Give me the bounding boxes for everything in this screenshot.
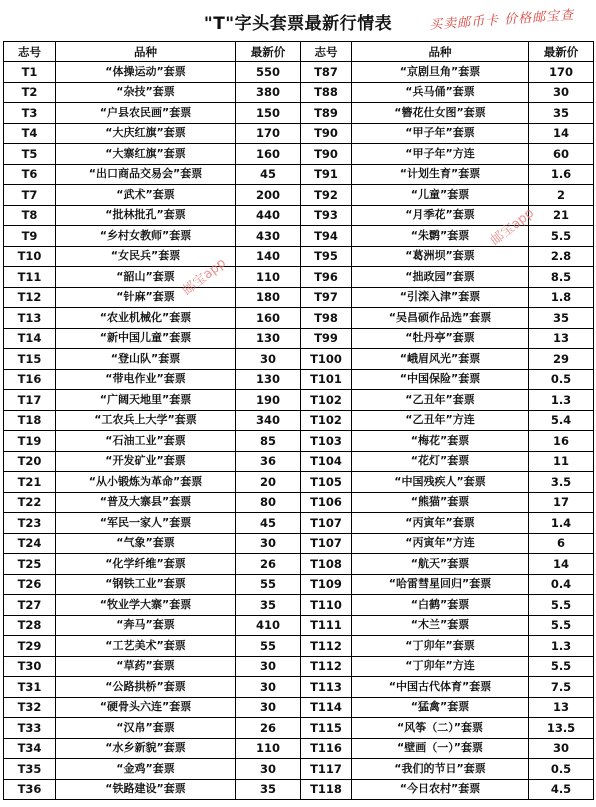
stamp-no-left: T5 xyxy=(4,144,56,165)
stamp-name-right: “儿童”套票 xyxy=(352,185,529,206)
stamp-price-right: 13 xyxy=(529,697,594,718)
stamp-price-left: 30 xyxy=(236,349,301,370)
stamp-price-left: 440 xyxy=(236,205,301,226)
table-row xyxy=(4,718,594,739)
table-row xyxy=(4,533,594,554)
table-row xyxy=(4,369,594,390)
stamp-name-left: “化学纤维”套票 xyxy=(56,554,236,575)
stamp-name-left: “硬骨头六连”套票 xyxy=(56,697,236,718)
stamp-price-left: 45 xyxy=(236,513,301,534)
table-row xyxy=(4,103,594,124)
stamp-no-right: T101 xyxy=(301,369,352,390)
stamp-price-right: 30 xyxy=(529,82,594,103)
stamp-no-right: T90 xyxy=(301,123,352,144)
stamp-no-right: T102 xyxy=(301,410,352,431)
stamp-price-left: 45 xyxy=(236,164,301,185)
stamp-name-left: “从小锻炼为革命”套票 xyxy=(56,472,236,493)
stamp-price-right: 5.5 xyxy=(529,595,594,616)
stamp-no-left: T22 xyxy=(4,492,56,513)
stamp-no-left: T16 xyxy=(4,369,56,390)
stamp-no-left: T31 xyxy=(4,677,56,698)
stamp-no-left: T21 xyxy=(4,472,56,493)
stamp-price-left: 55 xyxy=(236,574,301,595)
stamp-no-left: T13 xyxy=(4,308,56,329)
stamp-price-right: 1.4 xyxy=(529,513,594,534)
header-no-left: 志号 xyxy=(4,42,56,62)
stamp-price-right: 35 xyxy=(529,103,594,124)
table-row xyxy=(4,185,594,206)
stamp-price-right: 16 xyxy=(529,431,594,452)
stamp-no-left: T10 xyxy=(4,246,56,267)
stamp-name-right: “计划生育”套票 xyxy=(352,164,529,185)
stamp-no-right: T99 xyxy=(301,328,352,349)
stamp-no-right: T110 xyxy=(301,595,352,616)
table-row xyxy=(4,62,594,83)
stamp-no-right: T104 xyxy=(301,451,352,472)
stamp-name-left: “批林批孔”套票 xyxy=(56,205,236,226)
stamp-price-right: 5.5 xyxy=(529,615,594,636)
stamp-no-right: T102 xyxy=(301,390,352,411)
table-row xyxy=(4,574,594,595)
brand-slogan: 买卖邮币卡 价格邮宝查 xyxy=(428,7,575,34)
watermark: 邮宝app xyxy=(179,255,229,299)
table-row xyxy=(4,513,594,534)
stamp-no-left: T3 xyxy=(4,103,56,124)
stamp-price-left: 110 xyxy=(236,738,301,759)
table-row xyxy=(4,554,594,575)
stamp-name-left: “韶山”套票 xyxy=(56,267,236,288)
stamp-name-left: “工艺美术”套票 xyxy=(56,636,236,657)
stamp-name-right: “中国保险”套票 xyxy=(352,369,529,390)
stamp-no-left: T24 xyxy=(4,533,56,554)
stamp-name-right: “月季花”套票 xyxy=(352,205,529,226)
watermark: 邮宝app xyxy=(487,205,537,249)
stamp-name-right: “兵马俑”套票 xyxy=(352,82,529,103)
stamp-price-left: 30 xyxy=(236,533,301,554)
stamp-name-left: “军民一家人”套票 xyxy=(56,513,236,534)
stamp-no-right: T91 xyxy=(301,164,352,185)
stamp-name-left: “水乡新貌”套票 xyxy=(56,738,236,759)
table-row xyxy=(4,123,594,144)
table-row xyxy=(4,636,594,657)
stamp-name-right: “木兰”套票 xyxy=(352,615,529,636)
stamp-price-left: 340 xyxy=(236,410,301,431)
stamp-no-left: T17 xyxy=(4,390,56,411)
stamp-price-right: 1.6 xyxy=(529,164,594,185)
stamp-price-left: 380 xyxy=(236,82,301,103)
stamp-no-left: T15 xyxy=(4,349,56,370)
stamp-no-left: T11 xyxy=(4,267,56,288)
stamp-name-right: “航天”套票 xyxy=(352,554,529,575)
stamp-price-left: 80 xyxy=(236,492,301,513)
stamp-name-left: “户县农民画”套票 xyxy=(56,103,236,124)
stamp-name-left: “草药”套票 xyxy=(56,656,236,677)
stamp-price-left: 170 xyxy=(236,123,301,144)
table-row xyxy=(4,267,594,288)
stamp-name-right: “朱鹮”套票 xyxy=(352,226,529,247)
stamp-price-right: 17 xyxy=(529,492,594,513)
stamp-no-left: T8 xyxy=(4,205,56,226)
stamp-name-right: “白鹤”套票 xyxy=(352,595,529,616)
stamp-no-right: T107 xyxy=(301,513,352,534)
stamp-name-left: “钢铁工业”套票 xyxy=(56,574,236,595)
table-row xyxy=(4,246,594,267)
stamp-name-left: “登山队”套票 xyxy=(56,349,236,370)
stamp-no-right: T97 xyxy=(301,287,352,308)
stamp-price-right: 13 xyxy=(529,328,594,349)
stamp-price-left: 30 xyxy=(236,677,301,698)
stamp-price-left: 200 xyxy=(236,185,301,206)
table-row xyxy=(4,697,594,718)
stamp-price-right: 6 xyxy=(529,533,594,554)
table-row xyxy=(4,328,594,349)
stamp-no-right: T111 xyxy=(301,615,352,636)
stamp-name-right: “葛洲坝”套票 xyxy=(352,246,529,267)
stamp-no-right: T88 xyxy=(301,82,352,103)
price-table xyxy=(3,41,594,800)
stamp-price-left: 35 xyxy=(236,595,301,616)
stamp-name-right: “峨眉风光”套票 xyxy=(352,349,529,370)
stamp-name-right: “甲子年”套票 xyxy=(352,123,529,144)
stamp-no-left: T4 xyxy=(4,123,56,144)
header-price-right: 最新价 xyxy=(529,42,594,62)
stamp-name-left: “杂技”套票 xyxy=(56,82,236,103)
stamp-price-right: 60 xyxy=(529,144,594,165)
table-row xyxy=(4,595,594,616)
stamp-price-right: 2.8 xyxy=(529,246,594,267)
stamp-price-left: 430 xyxy=(236,226,301,247)
stamp-price-right: 8.5 xyxy=(529,267,594,288)
stamp-name-left: “体操运动”套票 xyxy=(56,62,236,83)
table-row xyxy=(4,308,594,329)
stamp-no-right: T89 xyxy=(301,103,352,124)
table-row xyxy=(4,226,594,247)
stamp-price-right: 7.5 xyxy=(529,677,594,698)
stamp-name-right: “壁画（一）”套票 xyxy=(352,738,529,759)
table-row xyxy=(4,410,594,431)
stamp-price-right: 170 xyxy=(529,62,594,83)
stamp-no-left: T18 xyxy=(4,410,56,431)
stamp-name-left: “武术”套票 xyxy=(56,185,236,206)
stamp-price-left: 26 xyxy=(236,554,301,575)
header-no-right: 志号 xyxy=(301,42,352,62)
stamp-no-left: T34 xyxy=(4,738,56,759)
stamp-no-right: T103 xyxy=(301,431,352,452)
stamp-price-left: 410 xyxy=(236,615,301,636)
stamp-name-right: “今日农村”套票 xyxy=(352,779,529,800)
stamp-no-left: T7 xyxy=(4,185,56,206)
stamp-no-left: T14 xyxy=(4,328,56,349)
stamp-no-left: T28 xyxy=(4,615,56,636)
stamp-price-left: 30 xyxy=(236,759,301,780)
stamp-price-left: 35 xyxy=(236,779,301,800)
stamp-name-left: “大庆红旗”套票 xyxy=(56,123,236,144)
stamp-no-left: T23 xyxy=(4,513,56,534)
stamp-price-left: 550 xyxy=(236,62,301,83)
stamp-no-left: T27 xyxy=(4,595,56,616)
stamp-price-right: 1.3 xyxy=(529,636,594,657)
stamp-name-left: “公路拱桥”套票 xyxy=(56,677,236,698)
stamp-no-right: T105 xyxy=(301,472,352,493)
stamp-no-right: T116 xyxy=(301,738,352,759)
stamp-price-left: 190 xyxy=(236,390,301,411)
stamp-name-left: “铁路建设”套票 xyxy=(56,779,236,800)
stamp-no-left: T6 xyxy=(4,164,56,185)
stamp-price-right: 14 xyxy=(529,123,594,144)
stamp-name-left: “带电作业”套票 xyxy=(56,369,236,390)
stamp-name-right: “牡丹亭”套票 xyxy=(352,328,529,349)
table-body xyxy=(4,62,594,800)
stamp-price-left: 30 xyxy=(236,697,301,718)
stamp-price-left: 150 xyxy=(236,103,301,124)
stamp-no-right: T87 xyxy=(301,62,352,83)
table-row xyxy=(4,144,594,165)
stamp-price-left: 36 xyxy=(236,451,301,472)
stamp-no-right: T108 xyxy=(301,554,352,575)
stamp-price-right: 3.5 xyxy=(529,472,594,493)
header-name-left: 品种 xyxy=(56,42,236,62)
stamp-price-left: 26 xyxy=(236,718,301,739)
stamp-no-left: T19 xyxy=(4,431,56,452)
stamp-name-right: “中国残疾人”套票 xyxy=(352,472,529,493)
page-title: "T"字头套票最新行情表 xyxy=(203,14,393,34)
stamp-name-right: “引滦入津”套票 xyxy=(352,287,529,308)
stamp-name-left: “牧业学大寨”套票 xyxy=(56,595,236,616)
stamp-price-left: 55 xyxy=(236,636,301,657)
header-price-left: 最新价 xyxy=(236,42,301,62)
stamp-no-left: T35 xyxy=(4,759,56,780)
stamp-name-right: “丁卯年”套票 xyxy=(352,636,529,657)
stamp-name-right: “丙寅年”方连 xyxy=(352,533,529,554)
stamp-name-left: “出口商品交易会”套票 xyxy=(56,164,236,185)
stamp-price-right: 1.3 xyxy=(529,390,594,411)
table-row xyxy=(4,205,594,226)
stamp-name-right: “簪花仕女图”套票 xyxy=(352,103,529,124)
table-row xyxy=(4,656,594,677)
stamp-name-right: “甲子年”方连 xyxy=(352,144,529,165)
stamp-no-right: T117 xyxy=(301,759,352,780)
stamp-price-right: 29 xyxy=(529,349,594,370)
stamp-price-left: 130 xyxy=(236,369,301,390)
header-row xyxy=(4,42,594,62)
stamp-price-right: 13.5 xyxy=(529,718,594,739)
stamp-name-right: “风筝（二）”套票 xyxy=(352,718,529,739)
stamp-price-right: 11 xyxy=(529,451,594,472)
stamp-price-right: 5.5 xyxy=(529,226,594,247)
stamp-no-right: T118 xyxy=(301,779,352,800)
stamp-price-left: 20 xyxy=(236,472,301,493)
stamp-no-left: T25 xyxy=(4,554,56,575)
stamp-name-left: “金鸡”套票 xyxy=(56,759,236,780)
stamp-no-right: T93 xyxy=(301,205,352,226)
stamp-name-left: “气象”套票 xyxy=(56,533,236,554)
stamp-price-left: 110 xyxy=(236,267,301,288)
stamp-price-right: 0.5 xyxy=(529,369,594,390)
stamp-no-right: T95 xyxy=(301,246,352,267)
stamp-name-left: “广阔天地里”套票 xyxy=(56,390,236,411)
table-row xyxy=(4,492,594,513)
table-header xyxy=(4,42,594,62)
stamp-price-left: 130 xyxy=(236,328,301,349)
stamp-price-left: 30 xyxy=(236,656,301,677)
stamp-no-right: T94 xyxy=(301,226,352,247)
stamp-no-right: T115 xyxy=(301,718,352,739)
stamp-name-left: “开发矿业”套票 xyxy=(56,451,236,472)
stamp-name-left: “大寨红旗”套票 xyxy=(56,144,236,165)
stamp-name-left: “奔马”套票 xyxy=(56,615,236,636)
stamp-no-right: T112 xyxy=(301,656,352,677)
table-row xyxy=(4,287,594,308)
stamp-price-right: 1.8 xyxy=(529,287,594,308)
stamp-name-right: “哈雷彗星回归”套票 xyxy=(352,574,529,595)
stamp-name-right: “乙丑年”方连 xyxy=(352,410,529,431)
stamp-name-right: “我们的节日”套票 xyxy=(352,759,529,780)
stamp-no-left: T32 xyxy=(4,697,56,718)
stamp-name-left: “针麻”套票 xyxy=(56,287,236,308)
stamp-no-right: T96 xyxy=(301,267,352,288)
stamp-name-right: “梅花”套票 xyxy=(352,431,529,452)
stamp-price-right: 0.5 xyxy=(529,759,594,780)
table-row xyxy=(4,615,594,636)
stamp-name-right: “中国古代体育”套票 xyxy=(352,677,529,698)
stamp-no-right: T114 xyxy=(301,697,352,718)
stamp-name-left: “汉帛”套票 xyxy=(56,718,236,739)
stamp-name-left: “新中国儿童”套票 xyxy=(56,328,236,349)
stamp-no-left: T20 xyxy=(4,451,56,472)
stamp-price-right: 35 xyxy=(529,308,594,329)
stamp-name-left: “乡村女教师”套票 xyxy=(56,226,236,247)
stamp-name-right: “乙丑年”套票 xyxy=(352,390,529,411)
stamp-price-right: 5.5 xyxy=(529,656,594,677)
table-row xyxy=(4,779,594,800)
stamp-no-left: T12 xyxy=(4,287,56,308)
stamp-no-right: T92 xyxy=(301,185,352,206)
stamp-name-right: “熊猫”套票 xyxy=(352,492,529,513)
table-row xyxy=(4,349,594,370)
stamp-name-right: “猛禽”套票 xyxy=(352,697,529,718)
table-row xyxy=(4,164,594,185)
stamp-price-left: 160 xyxy=(236,144,301,165)
stamp-price-left: 180 xyxy=(236,287,301,308)
stamp-no-left: T30 xyxy=(4,656,56,677)
stamp-name-left: “女民兵”套票 xyxy=(56,246,236,267)
stamp-no-left: T9 xyxy=(4,226,56,247)
table-row xyxy=(4,738,594,759)
header-name-right: 品种 xyxy=(352,42,529,62)
stamp-no-left: T26 xyxy=(4,574,56,595)
stamp-price-right: 2 xyxy=(529,185,594,206)
stamp-name-right: “丁卯年”方连 xyxy=(352,656,529,677)
stamp-price-right: 0.4 xyxy=(529,574,594,595)
stamp-no-left: T36 xyxy=(4,779,56,800)
stamp-no-left: T1 xyxy=(4,62,56,83)
stamp-no-right: T100 xyxy=(301,349,352,370)
stamp-no-right: T107 xyxy=(301,533,352,554)
stamp-name-left: “农业机械化”套票 xyxy=(56,308,236,329)
stamp-name-left: “普及大寨县”套票 xyxy=(56,492,236,513)
stamp-price-right: 30 xyxy=(529,738,594,759)
stamp-no-left: T33 xyxy=(4,718,56,739)
table-row xyxy=(4,677,594,698)
stamp-name-right: “京剧旦角”套票 xyxy=(352,62,529,83)
stamp-name-left: “工农兵上大学”套票 xyxy=(56,410,236,431)
stamp-no-right: T106 xyxy=(301,492,352,513)
stamp-price-right: 14 xyxy=(529,554,594,575)
stamp-no-right: T90 xyxy=(301,144,352,165)
stamp-price-left: 85 xyxy=(236,431,301,452)
stamp-price-right: 4.5 xyxy=(529,779,594,800)
table-row xyxy=(4,82,594,103)
header xyxy=(0,0,596,40)
table-row xyxy=(4,390,594,411)
stamp-price-right: 21 xyxy=(529,205,594,226)
table-row xyxy=(4,759,594,780)
stamp-no-right: T112 xyxy=(301,636,352,657)
stamp-name-right: “吴昌硕作品选”套票 xyxy=(352,308,529,329)
stamp-name-right: “丙寅年”套票 xyxy=(352,513,529,534)
stamp-no-right: T98 xyxy=(301,308,352,329)
stamp-price-left: 140 xyxy=(236,246,301,267)
stamp-no-left: T2 xyxy=(4,82,56,103)
table-row xyxy=(4,431,594,452)
stamp-price-left: 160 xyxy=(236,308,301,329)
stamp-name-right: “拙政园”套票 xyxy=(352,267,529,288)
table-row xyxy=(4,472,594,493)
stamp-no-right: T109 xyxy=(301,574,352,595)
table-row xyxy=(4,451,594,472)
stamp-price-right: 5.4 xyxy=(529,410,594,431)
stamp-name-left: “石油工业”套票 xyxy=(56,431,236,452)
stamp-no-left: T29 xyxy=(4,636,56,657)
stamp-name-right: “花灯”套票 xyxy=(352,451,529,472)
stamp-no-right: T113 xyxy=(301,677,352,698)
